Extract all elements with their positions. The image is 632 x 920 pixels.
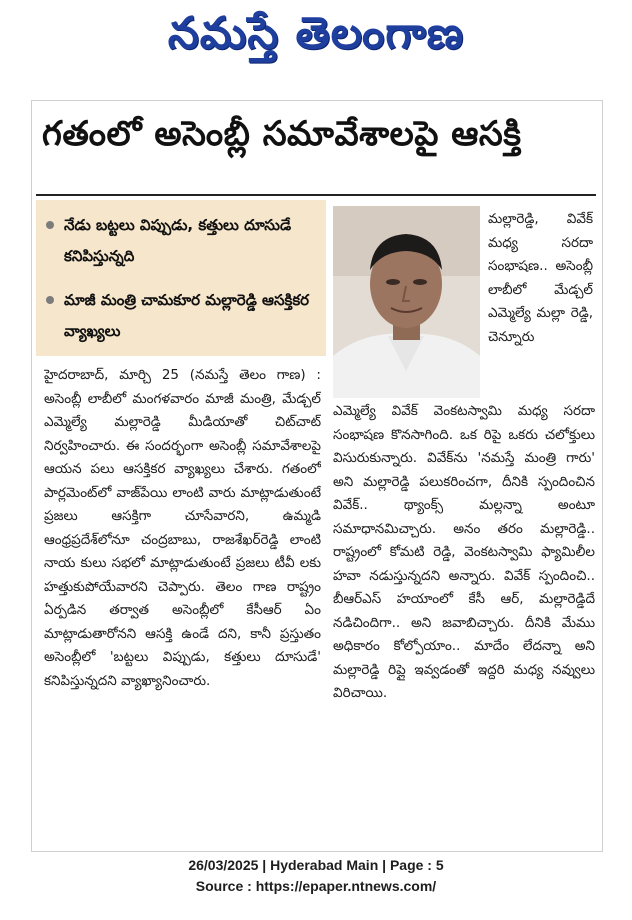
- highlight-text: మాజీ మంత్రి చామకూర మల్లారెడ్డి ఆసక్తికర వ్యాఖ్యలు: [64, 291, 310, 340]
- bullet-icon: [46, 221, 54, 229]
- highlight-item: [46, 285, 326, 347]
- highlights-box: [36, 200, 326, 356]
- article-headline: గతంలో అసెంబ్లీ సమావేశాలపై ఆసక్తి: [42, 114, 522, 154]
- portrait-illustration: [333, 206, 480, 398]
- highlight-text: నేడు బట్టలు విప్పుడు, కత్తులు దూసుడే కనిపిస్తున్నది: [64, 216, 292, 265]
- edition-info: 26/03/2025 | Hyderabad Main | Page : 5: [188, 857, 444, 873]
- source-link[interactable]: Source : https://epaper.ntnews.com/: [195, 878, 437, 894]
- photo-caption: మల్లారెడ్డి, వివేక్ మధ్య సరదా సంభాషణ.. అసెంబ్లీ లాబీలో మేడ్చల్ ఎమ్మెల్యే మల్లా రెడ్డి, చెన్నూరు: [488, 211, 593, 345]
- highlight-item: [46, 210, 326, 272]
- headline-divider: [36, 194, 596, 196]
- bullet-icon: [46, 296, 54, 304]
- masthead-logo: నమస్తే తెలంగాణ: [167, 8, 465, 59]
- article-body-right: ఎమ్మెల్యే వివేక్ వెంకటస్వామి మధ్య సరదా సంభాషణ కొనసాగింది. ఒక రిపై ఒకరు చలోక్తులు విసురుకున్నారు. వివేక్‌ను 'నమస్తే మంత్రి గారు' అని మల్లారెడ్డి పలుకరించగా, దీనికి స్పందించిన వివేక్.. థ్యాంక్స్ మల్లన్నా అంటూ సమాధానమిచ్చారు. అనం తరం మల్లారెడ్డి.. రాష్ట్రంలో కోమటి రెడ్డి, వెంకటస్వామి ఫ్యామిలీల హవా నడుస్తున్నదని అన్నారు. వివేక్ స్పందించి.. బీఆర్ఎస్ హయాంలో కేసీ ఆర్, మల్లారెడ్డిదే నడిచిందిగా.. అని జవాబిచ్చారు. దీనికి మేము అధికారం కోల్పోయాం.. మాదేం లేదన్నా అని మల్లారెడ్డి రిప్లై ఇవ్వడంతో ఇద్దరి మధ్య నవ్వులు విరిచాయి.: [333, 403, 595, 701]
- portrait-photo: [333, 206, 480, 398]
- article-body-left: హైదరాబాద్, మార్చి 25 (నమస్తే తెలం గాణ) : అసెంబ్లీ లాబీలో మంగళవారం మాజీ మంత్రి, మేడ్చల్ ఎమ్మెల్యే మల్లారెడ్డి మీడియాతో చిట్‌చాట్ నిర్వహించారు. ఈ సందర్భంగా అసెంబ్లీ సమావేశాలపై ఆయన పలు ఆసక్తికర వ్యాఖ్యలు చేశారు. గతంలో పార్లమెంట్‌లో వాజ్‌పేయి లాంటి వారు మాట్లాడుతుంటే ప్రజలు ఆసక్తిగా చూసేవారని, ఉమ్మడి ఆంధ్రప్రదేశ్‌లోనూ చంద్రబాబు, రాజశేఖర్‌రెడ్డి లాంటి నాయ కులు సభలో మాట్లాడుతుంటే ప్రజలు టీవీ లకు హత్తుకుపోయేవారని చెప్పారు. తెలం గాణ రాష్ట్రం ఏర్పడిన తర్వాత అసెంబ్లీలో కేసీఆర్ ఏం మాట్లాడుతారోనని ఆసక్తి ఉండే దని, కానీ ప్రస్తుతం అసెంబ్లీలో 'బట్టలు విప్పుడు, కత్తులు దూసుడే' కనిపిస్తున్నదని వ్యాఖ్యానించారు.: [44, 367, 321, 689]
- newspaper-masthead: [0, 0, 632, 80]
